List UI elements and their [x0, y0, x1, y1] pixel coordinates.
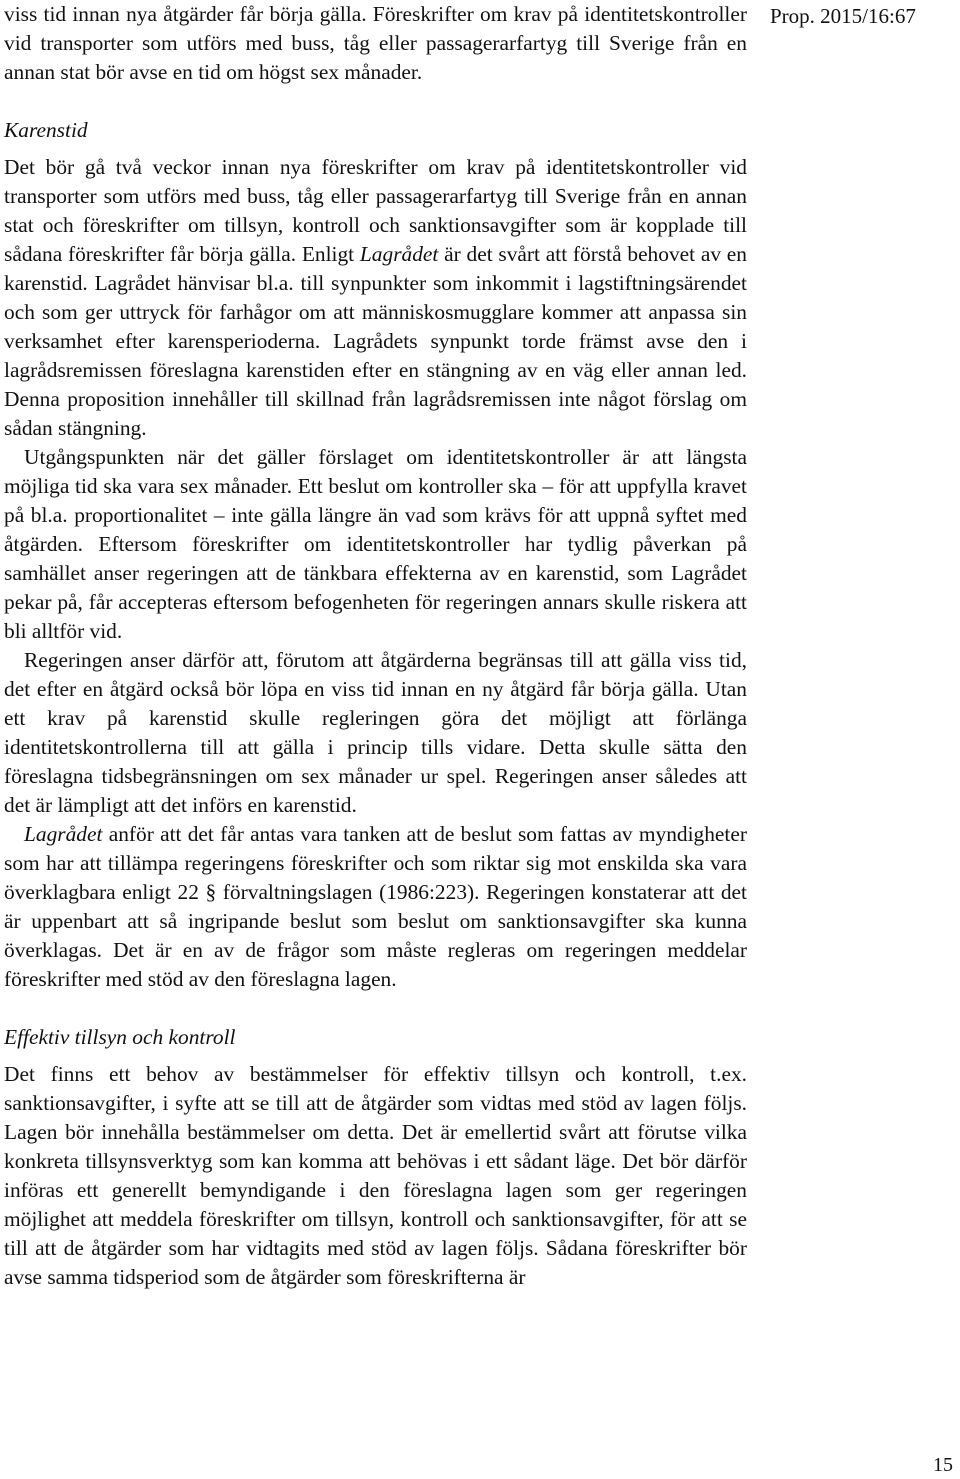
karenstid-p1-text-b: är det svårt att förstå behovet av en karenstid. Lagrådet hänvisar bl.a. till synpunkter som inkommit i lagstiftningsärendet och som ger uttryck för farhågor om att människosmugglare kommer att anpassa sin verksamhet efter karensperioderna. Lagrådets synpunkt torde främst avse den i lagrådsremissen föreslagna karenstiden efter en stängning av en väg eller annan led. Denna proposition innehåller till skillnad från lagrådsremissen inte något förslag om sådan stängning. [4, 242, 747, 440]
karenstid-p1-text-a: Det bör gå två veckor innan nya föreskrifter om krav på identitetskontroller vid transporter som utförs med buss, tåg eller passagerarfartyg till Sverige från en annan stat och föreskrifter om tillsyn, kontroll och sanktionsavgifter som är kopplade till sådana föreskrifter får börja gälla. Enligt [4, 155, 747, 266]
karenstid-paragraph-2: Utgångspunkten när det gäller förslaget om identitetskontroller är att längsta möjliga tid ska vara sex månader. Ett beslut om kontroller ska – för att uppfylla kravet på bl.a. proportionalitet – inte gälla längre än vad som krävs för att uppnå syftet med åtgärden. Eftersom föreskrifter om identitetskontroller har tydlig påverkan på samhället anser regeringen att de tänkbara effekterna av en karenstid, som Lagrådet pekar på, får accepteras eftersom befogenheten för regeringen annars skulle riskera att bli alltför vid. [4, 445, 747, 643]
karenstid-p1-emphasis: Lagrådet [359, 242, 439, 266]
tillsyn-paragraph-1: Det finns ett behov av bestämmelser för effektiv tillsyn och kontroll, t.ex. sanktionsavgifter, i syfte att se till att de åtgärder som vidtas med stöd av lagen följs. Lagen bör innehålla bestämmelser om detta. Det är emellertid svårt att förutse vilka konkreta tillsynsverktyg som kan komma att behövas i ett sådant läge. Det bör därför införas ett generellt bemyndigande i den föreslagna lagen som ger regeringen möjlighet att meddela föreskrifter om tillsyn, kontroll och sanktionsavgifter, för att se till att de åtgärder som har vidtagits med stöd av lagen följs. Sådana föreskrifter bör avse samma tidsperiod som de åtgärder som föreskrifterna är [4, 1062, 747, 1289]
section-heading-tillsyn: Effektiv tillsyn och kontroll [4, 1025, 236, 1049]
page-number: 15 [933, 1454, 953, 1476]
karenstid-paragraph-1 [4, 153, 747, 443]
section-heading-karenstid: Karenstid [4, 118, 88, 142]
document-reference: Prop. 2015/16:67 [770, 4, 916, 28]
karenstid-p4-text: anför att det får antas vara tanken att de beslut som fattas av myndigheter som har att tillämpa regeringens föreskrifter och som riktar sig mot enskilda ska vara överklagbara enligt 22 § förvaltningslagen (1986:223). Regeringen konstaterar att det är uppenbart att så ingripande beslut som beslut om sanktionsavgifter ska kunna överklagas. Det är en av de frågor som måste regleras om regeringen meddelar föreskrifter med stöd av den föreslagna lagen. [4, 822, 747, 991]
karenstid-paragraph-3: Regeringen anser därför att, förutom att åtgärderna begränsas till att gälla viss tid, det efter en åtgärd också bör löpa en viss tid innan en ny åtgärd får börja gälla. Utan ett krav på karenstid skulle regleringen göra det möjligt att förlänga identitetskontrollerna till att gälla i princip tills vidare. Detta skulle sätta den föreslagna tidsbegränsningen om sex månader ur spel. Regeringen anser således att det är lämpligt att det införs en karenstid. [4, 648, 747, 817]
karenstid-p4-emphasis: Lagrådet [24, 822, 103, 846]
document-body [4, 0, 747, 1292]
intro-paragraph: viss tid innan nya åtgärder får börja gälla. Föreskrifter om krav på identitetskontroller vid transporter som utförs med buss, tåg eller passagerarfartyg till Sverige från en annan stat bör avse en tid om högst sex månader. [4, 2, 747, 84]
karenstid-paragraph-4 [4, 820, 747, 994]
